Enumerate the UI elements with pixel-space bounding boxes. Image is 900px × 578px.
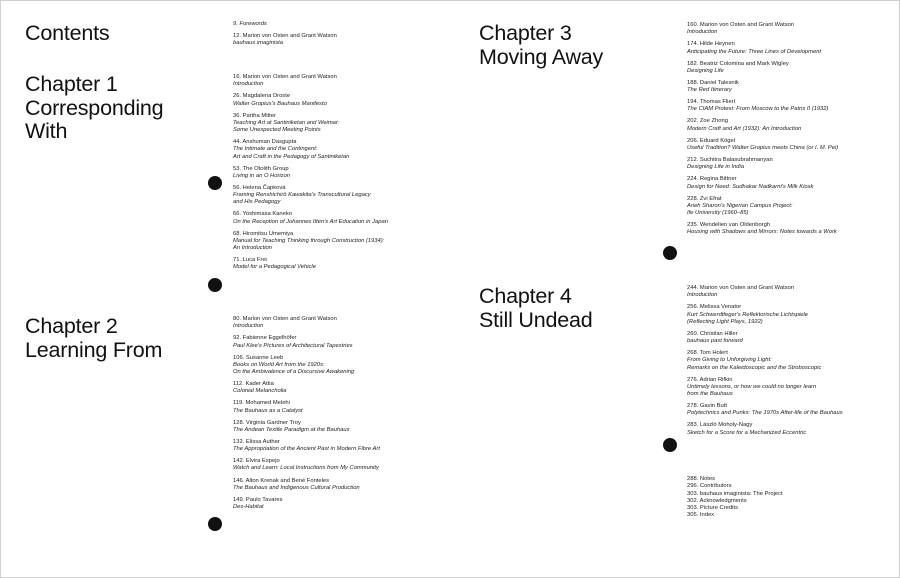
toc-entry-author: 128. Virginia Gardner Troy [233, 419, 301, 426]
toc-entry [233, 185, 443, 207]
chapter-1-list [233, 74, 443, 276]
toc-entry-author: 146. Alton Krenak and Bené Fonteles [233, 477, 330, 484]
toc-entry-author: 260. Christian Hiller [687, 330, 738, 337]
marker-dot [208, 176, 222, 190]
toc-entry-author: 212. Suchitra Balasubrahmanyan [687, 157, 773, 164]
toc-entry-title: The CIAM Protest: From Moscow to the Patris II (1932) [687, 106, 829, 113]
toc-entry [687, 138, 892, 152]
toc-entry [687, 331, 892, 345]
toc-entry-title: 9. Forewords [233, 21, 267, 27]
toc-entry-author: 268. Tom Holert [687, 350, 728, 357]
toc-entry [687, 222, 892, 236]
toc-entry-author: 194. Thomas Flierl [687, 99, 735, 106]
toc-entry-author: 80. Marion von Osten and Grant Watson [233, 316, 337, 322]
toc-entry [233, 211, 443, 225]
contents-title: Contents [25, 21, 110, 45]
chapter-4-heading: Chapter 4 Still Undead [479, 284, 593, 332]
chapter-3-list [687, 22, 892, 241]
toc-entry [687, 196, 892, 218]
toc-entry-title: Useful Tradition? Walter Gropius meets China (or I. M. Pei) [687, 144, 839, 151]
toc-entry-title: Teaching Art at Santiniketan and Weimar: Some Unexpected Meeting Points [233, 119, 340, 133]
toc-entry-title: Colonial Melancholia [233, 388, 287, 395]
toc-entry-author: 256. Melissa Venator [687, 304, 742, 311]
toc-entry-title: Sketch for a Score for a Mechanized Eccentric [687, 429, 807, 436]
toc-entry-title: Introduction [687, 29, 718, 36]
toc-entry [233, 139, 443, 161]
toc-entry-author: 16. Marion von Osten and Grant Watson [233, 74, 337, 80]
toc-entry-title: The Andean Textile Paradigm at the Bauhaus [233, 426, 350, 433]
toc-entry [687, 157, 892, 171]
toc-entry-title: The Red Itinerary [687, 87, 732, 94]
toc-entry [687, 377, 892, 399]
toc-entry [233, 21, 433, 28]
toc-entry [233, 400, 443, 414]
toc-entry-author: 106. Susanne Leeb [233, 354, 284, 361]
toc-entry [233, 478, 443, 492]
end-matter-item: 303. bauhaus imaginista: The Project [687, 490, 783, 497]
toc-entry-author: 188. Daniel Talesnik [687, 79, 739, 86]
toc-entry-author: 160. Marion von Osten and Grant Watson [687, 22, 795, 28]
toc-entry [687, 61, 892, 75]
end-matter-item: 288. Notes [687, 476, 716, 482]
toc-entry [687, 22, 892, 36]
toc-entry-author: 202. Zoe Zhong [687, 118, 728, 125]
toc-entry-author: 71. Luca Frei [233, 257, 267, 264]
toc-entry-title: bauhaus imaginista [233, 40, 283, 47]
end-matter-item: 303. Picture Credits [687, 505, 738, 512]
toc-entry [687, 403, 892, 417]
toc-entry-title: Books on World Art from the 1920s: On the Ambivalence of a Discursive Awakening [233, 361, 355, 375]
toc-entry [233, 74, 443, 88]
toc-entry-author: 235. Wendelien van Oldenborgh [687, 222, 771, 229]
toc-entry-author: 92. Fabienne Eggelhöfer [233, 335, 297, 342]
toc-entry-author: 56. Helena Čapková [233, 184, 286, 191]
toc-entry-author: 132. Elissa Auther [233, 438, 280, 445]
toc-entry [687, 350, 892, 372]
toc-entry-title: Untimely lessons, or how we could no longer learn from the Bauhaus [687, 383, 817, 397]
toc-entry-title: Walter Gropius's Bauhaus Manifesto [233, 100, 327, 107]
toc-entry-author: 206. Eduard Kögel [687, 137, 736, 144]
toc-entry-title: Anticipating the Future: Three Lines of Development [687, 48, 822, 55]
toc-entry-author: 112. Kader Attia [233, 381, 274, 388]
marker-dot [208, 517, 222, 531]
toc-entry-title: Framing Renshichirō Kawakita's Transcultural Legacy and His Pedagogy [233, 192, 371, 206]
toc-entry-title: Watch and Learn: Local Instructions from My Community [233, 465, 379, 472]
toc-entry-title: The Appropriation of the Ancient Past in Modern Fibre Art [233, 446, 380, 453]
toc-entry-title: On the Reception of Johannes Itten's Art Education in Japan [233, 218, 388, 225]
toc-entry-author: 182. Beatriz Colomina and Mark Wigley [687, 60, 789, 67]
chapter-2-heading: Chapter 2 Learning From [25, 314, 163, 362]
toc-entry [233, 113, 443, 135]
toc-entry [233, 458, 443, 472]
toc-entry [233, 316, 443, 330]
toc-entry-author: 119. Mohamed Melehi [233, 400, 290, 407]
end-matter-list [687, 476, 892, 520]
toc-entry [687, 80, 892, 94]
toc-entry-title: Designing Life [687, 67, 724, 74]
toc-entry-author: 228. Zvi Efrat [687, 195, 722, 202]
toc-entry [233, 231, 443, 253]
toc-entry [233, 439, 443, 453]
toc-entry [687, 118, 892, 132]
end-matter-item: 305. Index [687, 512, 715, 519]
toc-entry-title: Model for a Pedagogical Vehicle [233, 264, 316, 271]
chapter-4-list [687, 285, 892, 442]
toc-entry-title: Introduction [233, 323, 264, 330]
toc-entry [233, 93, 443, 107]
toc-entry-author: 149. Paulo Tavares [233, 496, 283, 503]
toc-entry [687, 176, 892, 190]
toc-entry-title: Manual for Teaching Thinking through Construction (1934): An Introduction [233, 237, 385, 252]
chapter-2-list [233, 316, 443, 516]
toc-entry [687, 304, 892, 326]
end-matter-item: 296. Contributors [687, 483, 732, 490]
toc-entry [233, 355, 443, 377]
toc-entry-title: Arieh Sharon's Nigerian Campus Project: Ife University (1960–85) [687, 202, 793, 217]
toc-entry-title: Introduction [687, 292, 718, 299]
toc-entry [233, 381, 443, 395]
toc-entry-title: The Bauhaus and Indigenous Cultural Production [233, 484, 360, 491]
chapter-1-heading: Chapter 1 Corresponding With [25, 72, 164, 143]
toc-entry [233, 335, 443, 349]
toc-entry-author: 44. Anshuman Dasgupta [233, 139, 297, 146]
toc-entry-title: Des-Habitat [233, 504, 264, 511]
toc-entry-author: 12. Marion von Osten and Grant Watson [233, 33, 337, 40]
toc-entry-author: 244. Marion von Osten and Grant Watson [687, 285, 795, 291]
marker-dot [208, 278, 222, 292]
toc-entry-title: Housing with Shadows and Mirrors: Notes towards a Work [687, 229, 837, 236]
toc-entry-author: 142. Elvira Espejo [233, 458, 280, 465]
toc-entry [233, 257, 443, 271]
marker-dot [663, 246, 677, 260]
front-matter-list [233, 21, 433, 52]
toc-entry [233, 420, 443, 434]
toc-entry [687, 285, 892, 299]
end-matter-item: 302. Acknowledgments [687, 497, 747, 504]
chapter-3-heading: Chapter 3 Moving Away [479, 21, 604, 69]
toc-entry-title: The Bauhaus as a Catalyst [233, 407, 303, 414]
toc-entry-author: 278. Gavin Butt [687, 403, 727, 410]
toc-entry-author: 66. Yoshimasa Kaneko [233, 211, 292, 218]
toc-entry-author: 174. Hilde Heynen [687, 41, 735, 48]
toc-entry-author: 36. Partha Mitter [233, 112, 276, 119]
toc-entry-title: From Giving to Unforgiving Light: Remarks on the Kaleidoscopic and the Stroboscopic [687, 357, 822, 371]
toc-entry-title: Designing Life in India [687, 164, 745, 171]
marker-dot [663, 438, 677, 452]
toc-entry [233, 497, 443, 511]
toc-entry [687, 422, 892, 436]
toc-entry-title: The Intimate and the Contingent: Art and Craft in the Pedagogy of Santiniketan [233, 146, 350, 160]
toc-entry-author: 26. Magdalena Droste [233, 93, 291, 100]
toc-entry [233, 166, 443, 180]
toc-entry-author: 224. Regina Bittner [687, 176, 737, 183]
toc-entry [687, 99, 892, 113]
toc-entry-title: Polytechnics and Punks: The 1970s After-life of the Bauhaus [687, 410, 843, 417]
toc-entry-title: Kurt Schwerdtfeger's Reflektorische Lichtspiele (Reflecting Light Plays, 1922) [687, 311, 808, 325]
toc-entry [233, 33, 433, 47]
toc-entry-title: Modern Craft and Art (1932): An Introduction [687, 125, 802, 132]
toc-entry-author: 53. The Otolith Group [233, 165, 289, 172]
toc-entry-author: 283. László Moholy-Nagy [687, 422, 753, 429]
toc-entry [687, 41, 892, 55]
toc-entry-title: bauhaus past forward [687, 338, 743, 344]
toc-entry-title: Paul Klee's Pictures of Architectural Tapestries [233, 342, 353, 349]
toc-entry-author: 276. Adrian Rifkin [687, 376, 733, 383]
toc-entry-title: Introduction [233, 81, 264, 88]
toc-entry-author: 68. Hiromitsu Umemiya [233, 230, 294, 237]
toc-entry-title: Design for Need: Sudhakar Nadkarni's Milk Kiosk [687, 183, 814, 190]
toc-entry-title: Living in an O Horizon [233, 172, 291, 179]
